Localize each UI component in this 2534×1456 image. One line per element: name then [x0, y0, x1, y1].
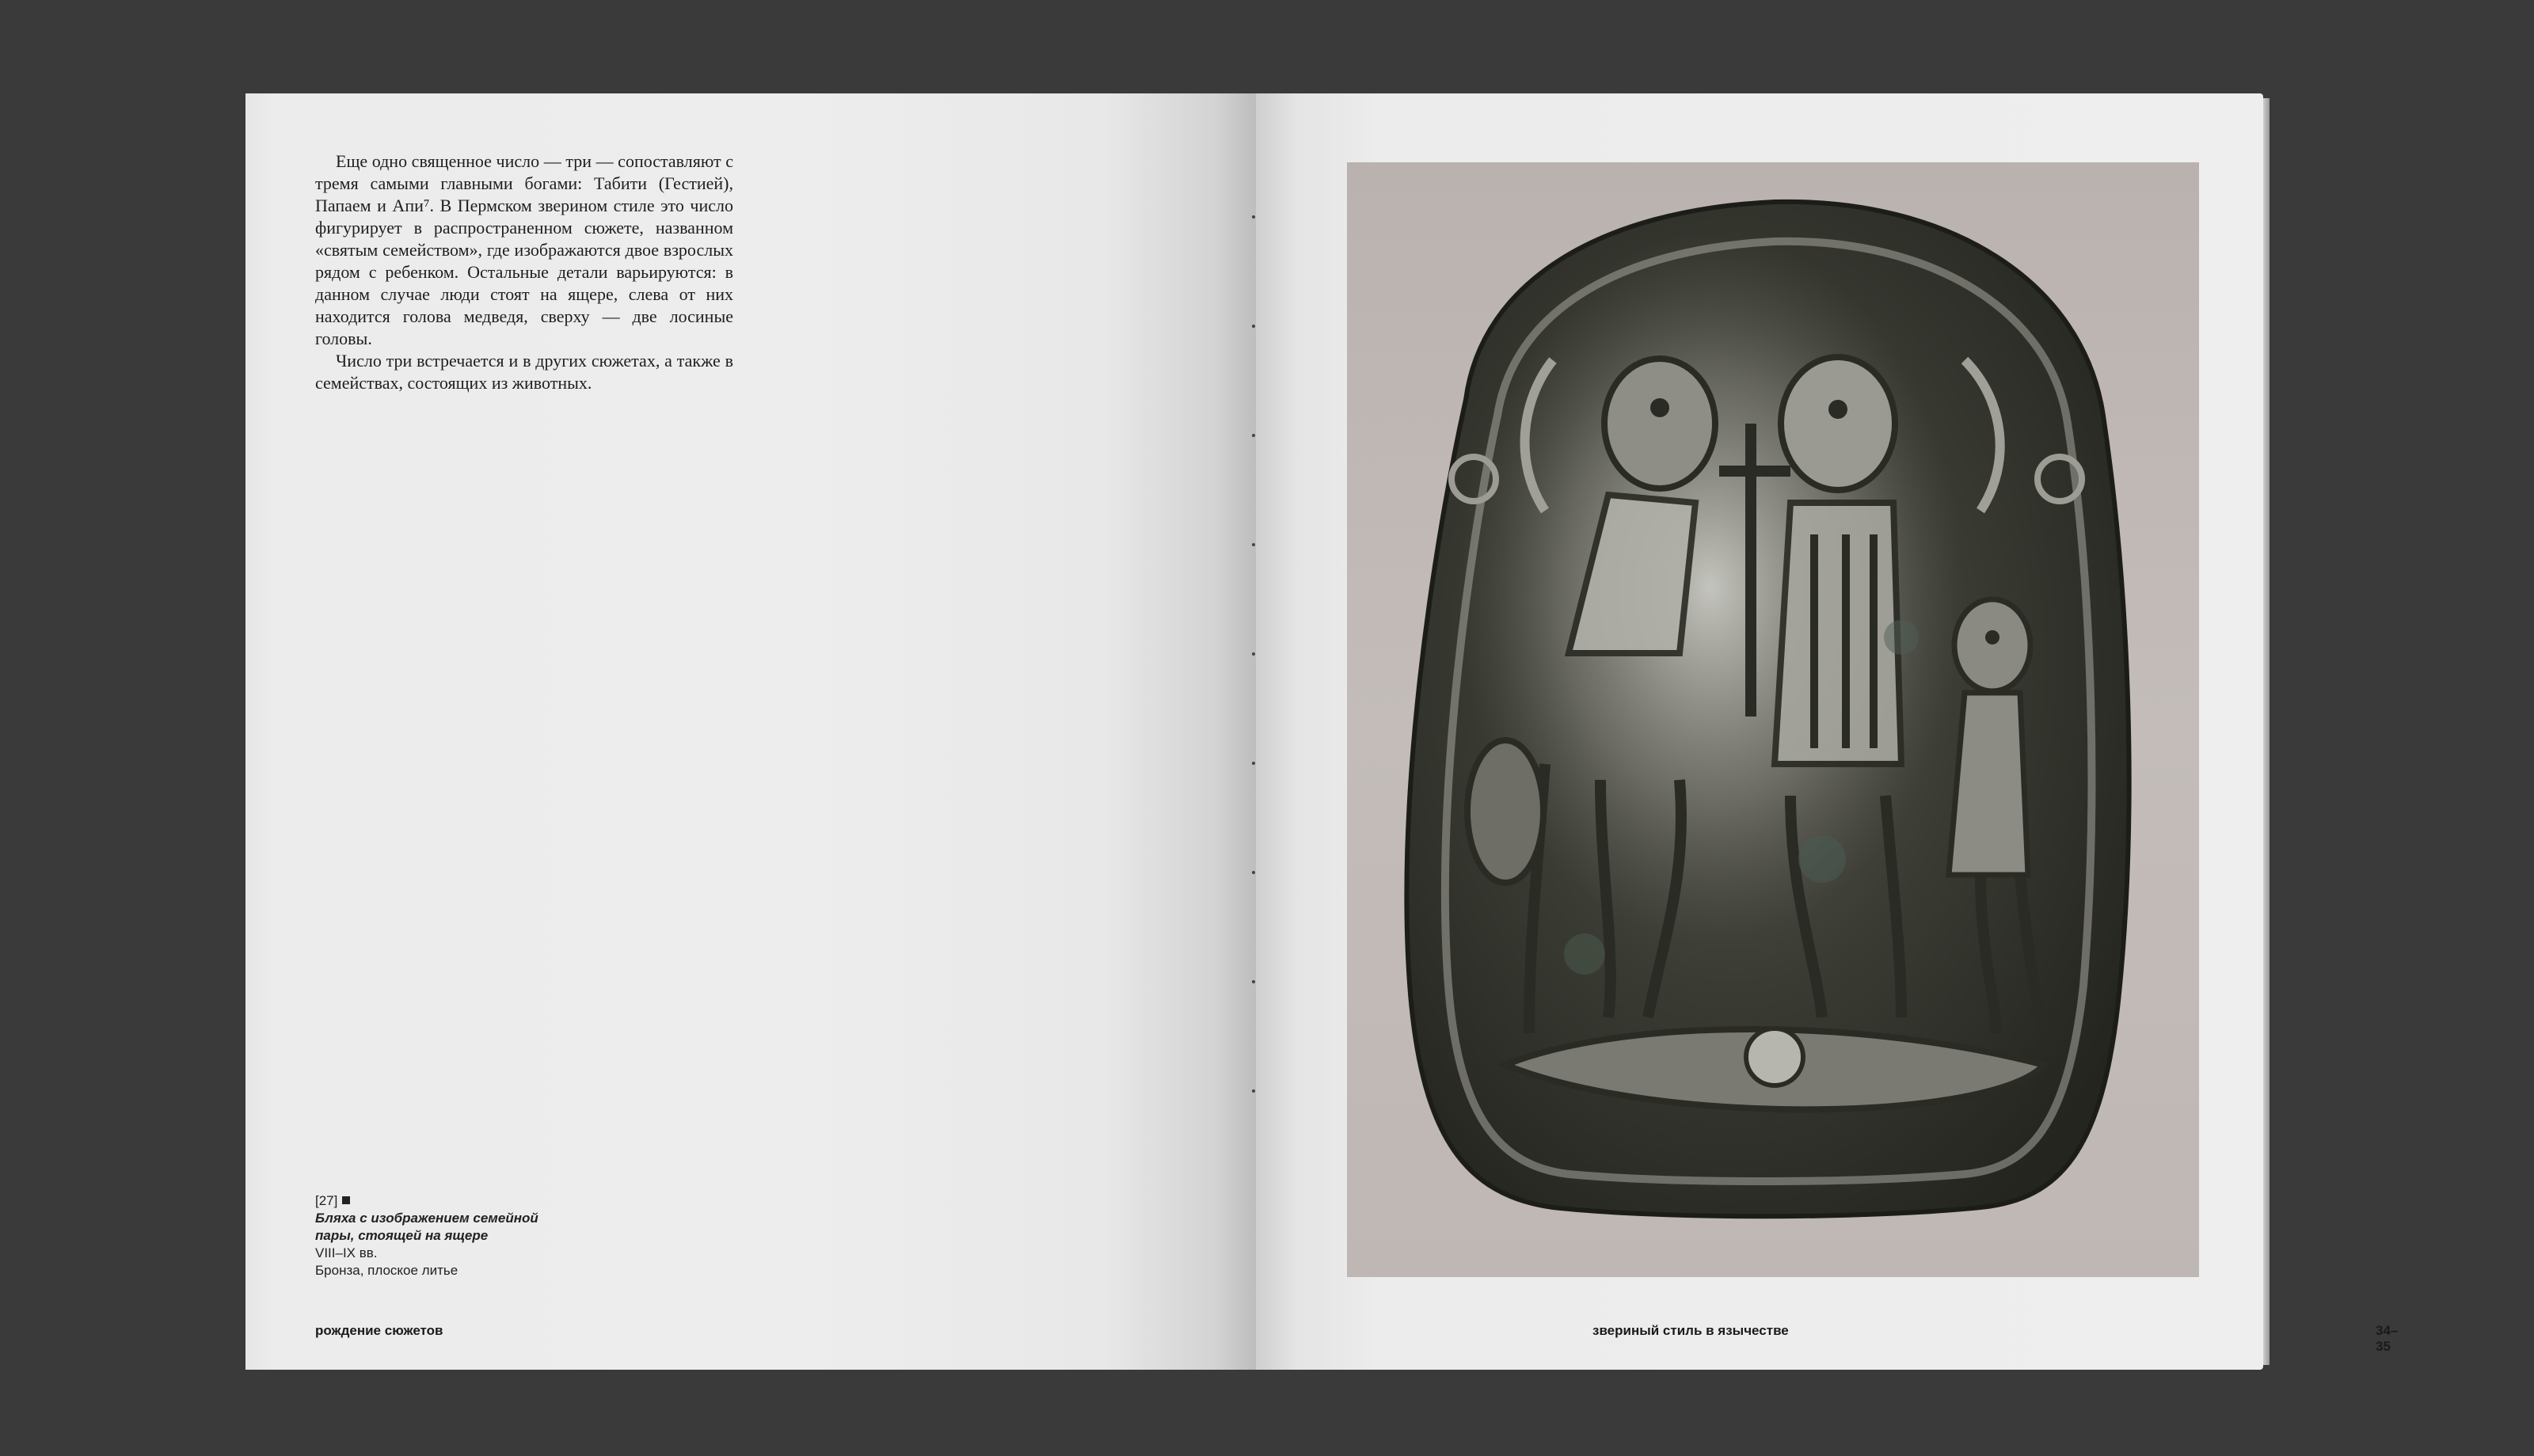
caption-date: VIII–IX вв.	[315, 1245, 378, 1260]
right-footer-section-title: звериный стиль в язычестве	[1592, 1323, 1789, 1338]
figure-caption	[315, 1192, 632, 1279]
left-figure-head	[1604, 359, 1715, 489]
left-page	[245, 93, 1256, 1370]
spine-stitch	[1252, 215, 1255, 219]
paragraph-1: Еще одно священное число — три — сопоставляют с тремя самыми главными богами: Табити (Гестией), Папаем и Апи⁷. В Пермском зверином стиле это число фигурирует в распространенном сюжете, названном «святым семейством», где изображаются двое взрослых рядом с ребенком. Остальные детали варьируются: в данном случае люди стоят на ящере, слева от них находится голова медведя, сверху — две лосиные головы.	[315, 151, 733, 348]
left-footer-section-title: рождение сюжетов	[315, 1323, 443, 1338]
right-figure-head	[1781, 357, 1895, 490]
body-text	[315, 150, 733, 394]
artifact-photo	[1347, 162, 2199, 1277]
child-figure-head	[1954, 599, 2030, 691]
spine-stitch	[1252, 434, 1255, 437]
spine-stitch	[1252, 1089, 1255, 1093]
caption-title-line-1: Бляха с изображением семейной	[315, 1211, 538, 1226]
bear-head	[1467, 740, 1543, 883]
spine-stitch	[1252, 762, 1255, 765]
caption-title-line-2: пары, стоящей на ящере	[315, 1228, 489, 1243]
caption-material: Бронза, плоское литье	[315, 1263, 458, 1278]
spine-stitch	[1252, 980, 1255, 983]
spine-stitch	[1252, 325, 1255, 328]
spine-stitch	[1252, 543, 1255, 546]
square-bullet-icon	[342, 1196, 350, 1204]
spine-stitch	[1252, 652, 1255, 656]
page-numbers: 34–35	[2376, 1323, 2399, 1354]
paragraph-2: Число три встречается и в других сюжетах, а также в семействах, состоящих из животных.	[315, 351, 733, 393]
spine-stitch	[1252, 871, 1255, 874]
bronze-plaque-illustration	[1347, 162, 2199, 1277]
caption-number: [27]	[315, 1193, 338, 1208]
